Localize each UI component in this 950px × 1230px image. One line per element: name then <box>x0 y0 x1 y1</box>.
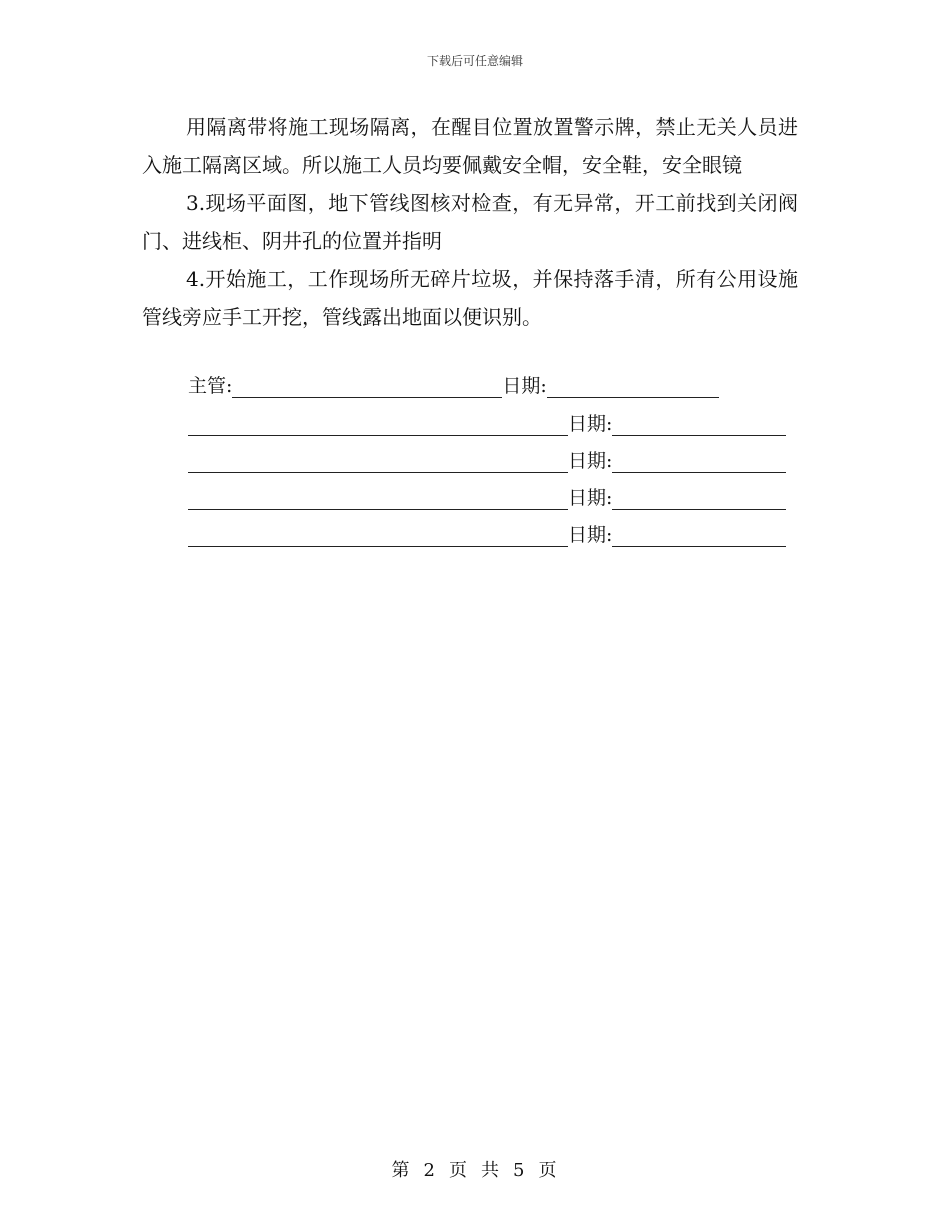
date-line[interactable] <box>612 454 786 473</box>
supervisor-date-line[interactable] <box>547 379 719 398</box>
total-pages: 5 <box>513 1160 527 1181</box>
date-label: 日期: <box>502 375 547 397</box>
signature-line[interactable] <box>188 417 568 436</box>
footer-total-unit: 页 <box>538 1160 559 1181</box>
supervisor-signature-line[interactable] <box>232 379 502 398</box>
page-number: 2 <box>423 1160 437 1181</box>
signature-line[interactable] <box>188 491 568 510</box>
paragraph-start-construction: 4.开始施工，工作现场所无碎片垃圾，并保持落手清，所有公用设施管线旁应手工开挖，管线露出地面以便识别。 <box>142 267 798 329</box>
paragraph-isolation: 用隔离带将施工现场隔离，在醒目位置放置警示牌，禁止无关人员进入施工隔离区域。所以施工人员均要佩戴安全帽，安全鞋，安全眼镜 <box>142 115 798 177</box>
footer-page-unit: 页 <box>449 1160 469 1181</box>
date-line[interactable] <box>612 417 786 436</box>
footer-prefix: 第 <box>391 1160 412 1181</box>
date-line[interactable] <box>612 491 786 510</box>
paragraph-site-plan: 3.现场平面图，地下管线图核对检查，有无异常，开工前找到关闭阀门、进线柜、阴井孔的位置并指明 <box>142 191 798 253</box>
supervisor-label: 主管: <box>188 375 233 397</box>
signature-row <box>188 484 786 510</box>
signature-row <box>188 447 786 473</box>
date-label: 日期: <box>568 413 613 435</box>
page-header: 下载后可任意编辑 <box>426 54 523 68</box>
signature-row <box>188 410 786 436</box>
signature-row-supervisor <box>188 372 719 398</box>
signature-line[interactable] <box>188 454 568 473</box>
page-footer <box>0 1156 950 1182</box>
date-label: 日期: <box>568 524 613 546</box>
footer-total-prefix: 共 <box>481 1160 501 1181</box>
document-body <box>142 108 798 336</box>
signature-line[interactable] <box>188 528 568 547</box>
date-line[interactable] <box>612 528 786 547</box>
date-label: 日期: <box>568 450 613 472</box>
date-label: 日期: <box>568 487 613 509</box>
signature-row <box>188 521 786 547</box>
